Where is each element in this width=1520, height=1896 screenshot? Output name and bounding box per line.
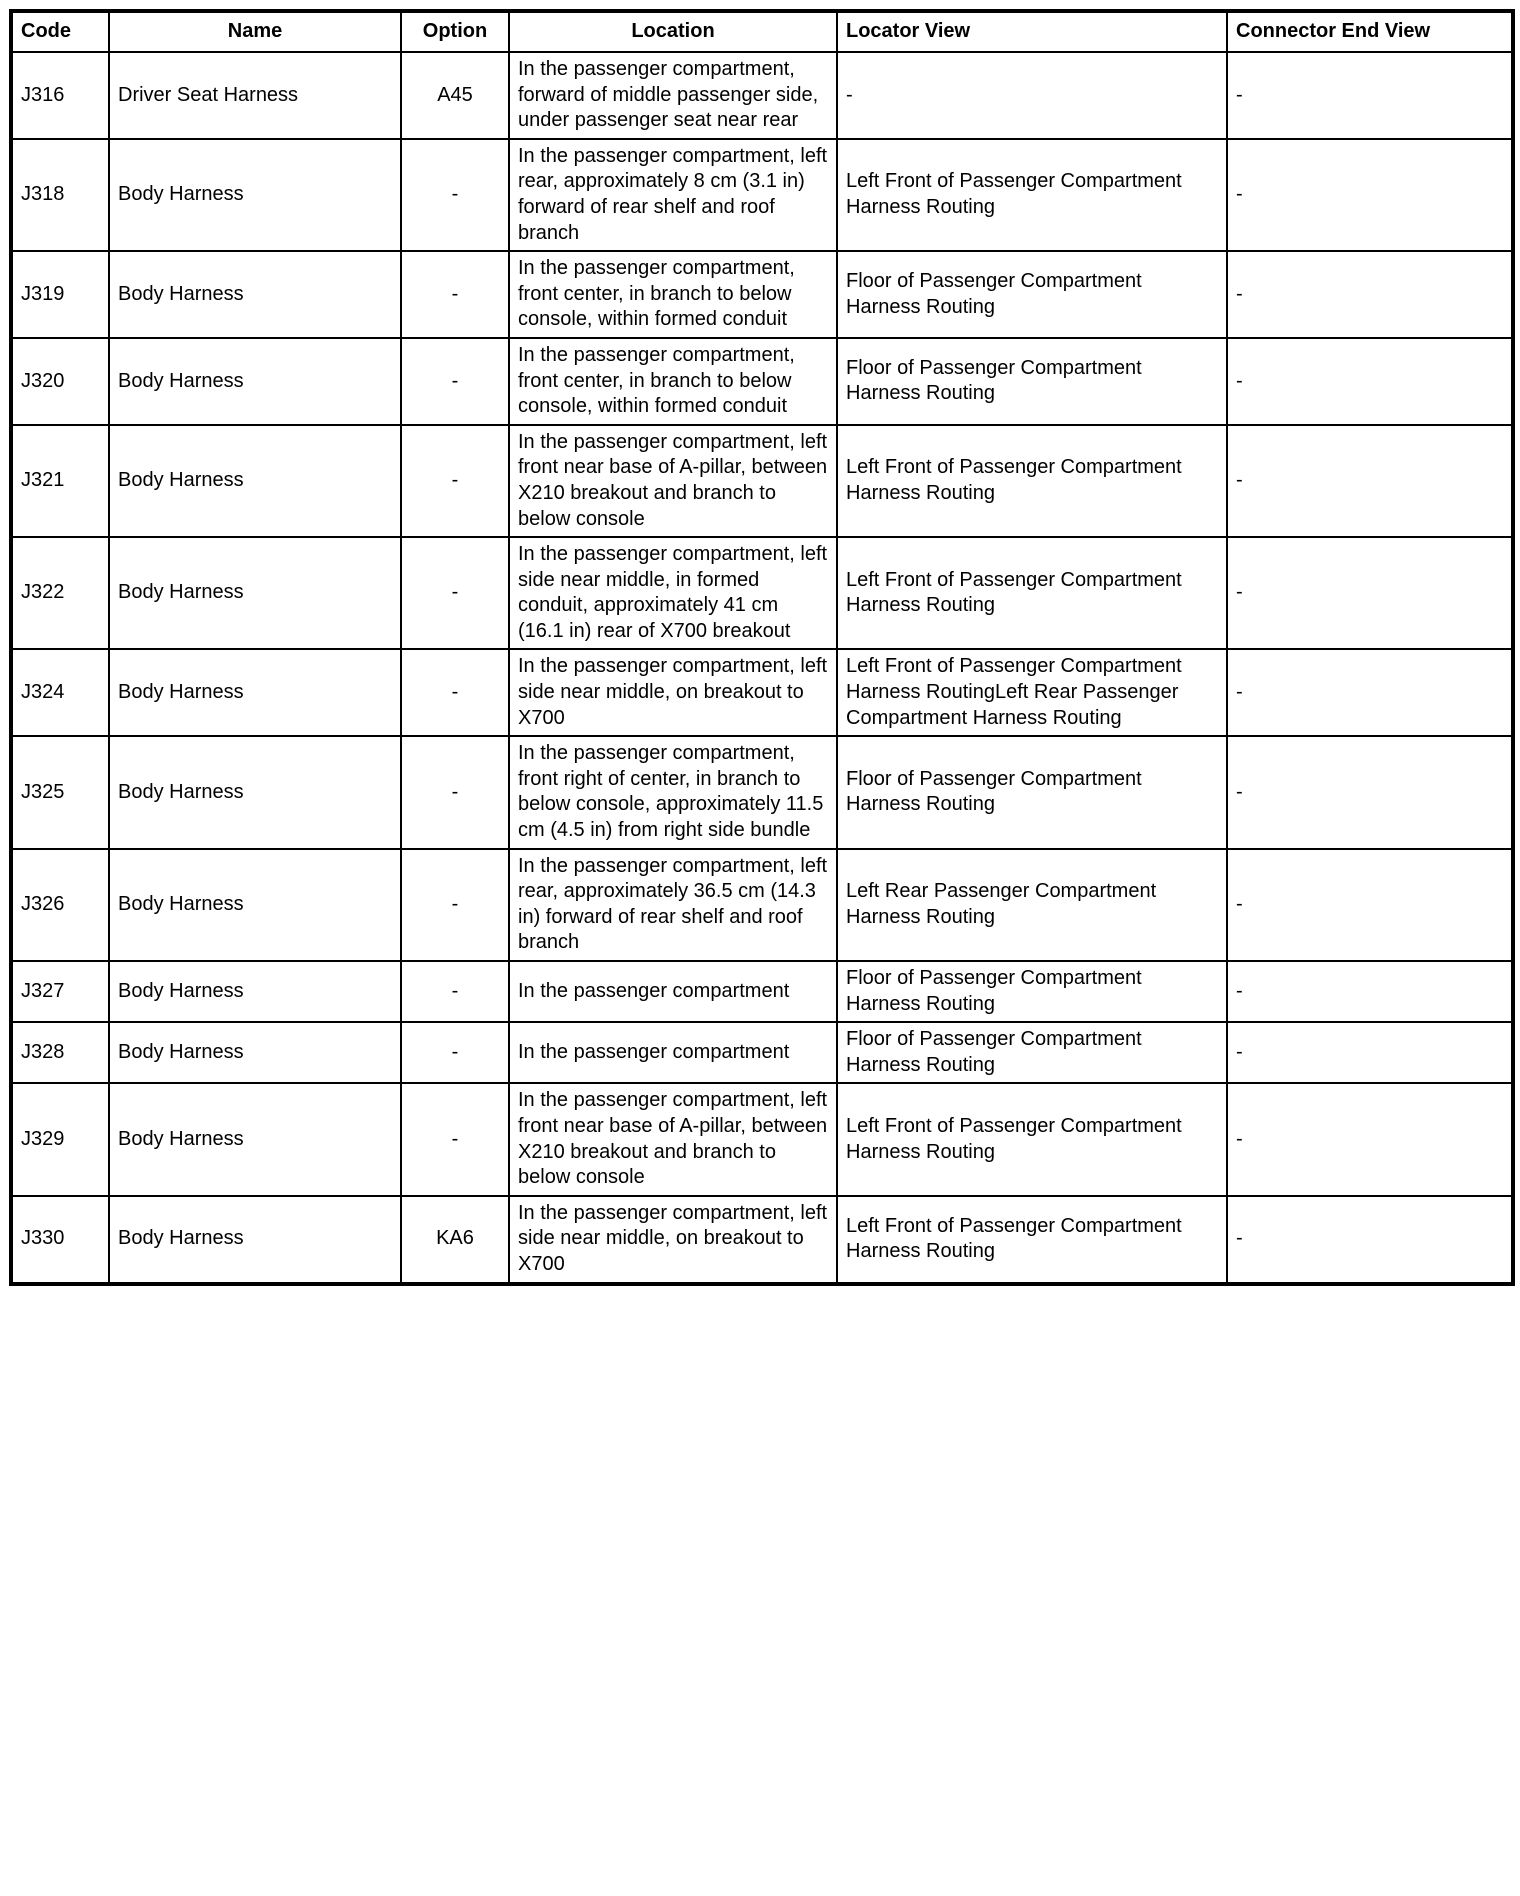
table-row (11, 251, 1513, 338)
table-row (11, 849, 1513, 961)
cell-locator_view: Left Front of Passenger Compartment Harness RoutingLeft Rear Passenger Compartment Harness Routing (837, 649, 1227, 736)
cell-option: - (401, 649, 509, 736)
cell-connector_end_view: - (1227, 736, 1513, 848)
cell-location: In the passenger compartment, front right of center, in branch to below console, approximately 11.5 cm (4.5 in) from right side bundle (509, 736, 837, 848)
table-row (11, 52, 1513, 139)
cell-location: In the passenger compartment, left front near base of A-pillar, between X210 breakout and branch to below console (509, 1083, 837, 1195)
cell-option: - (401, 1083, 509, 1195)
cell-option: - (401, 736, 509, 848)
cell-connector_end_view: - (1227, 425, 1513, 537)
cell-locator_view: Left Front of Passenger Compartment Harness Routing (837, 1083, 1227, 1195)
cell-location: In the passenger compartment, front center, in branch to below console, within formed conduit (509, 251, 837, 338)
cell-name: Body Harness (109, 1022, 401, 1083)
cell-name: Body Harness (109, 1196, 401, 1284)
cell-location: In the passenger compartment (509, 961, 837, 1022)
cell-connector_end_view: - (1227, 1196, 1513, 1284)
cell-name: Driver Seat Harness (109, 52, 401, 139)
table-row (11, 961, 1513, 1022)
column-header-locator_view: Locator View (837, 11, 1227, 52)
cell-connector_end_view: - (1227, 849, 1513, 961)
cell-name: Body Harness (109, 736, 401, 848)
cell-option: - (401, 849, 509, 961)
cell-name: Body Harness (109, 1083, 401, 1195)
cell-code: J318 (11, 139, 109, 251)
cell-option: - (401, 338, 509, 425)
cell-name: Body Harness (109, 425, 401, 537)
cell-locator_view: Left Front of Passenger Compartment Harness Routing (837, 139, 1227, 251)
cell-option: KA6 (401, 1196, 509, 1284)
cell-locator_view: Left Rear Passenger Compartment Harness Routing (837, 849, 1227, 961)
cell-connector_end_view: - (1227, 649, 1513, 736)
cell-code: J322 (11, 537, 109, 649)
table-row (11, 139, 1513, 251)
table-row (11, 425, 1513, 537)
cell-name: Body Harness (109, 649, 401, 736)
column-header-code: Code (11, 11, 109, 52)
cell-connector_end_view: - (1227, 52, 1513, 139)
cell-locator_view: - (837, 52, 1227, 139)
cell-code: J328 (11, 1022, 109, 1083)
cell-connector_end_view: - (1227, 338, 1513, 425)
cell-option: - (401, 961, 509, 1022)
cell-code: J320 (11, 338, 109, 425)
cell-locator_view: Left Front of Passenger Compartment Harness Routing (837, 425, 1227, 537)
cell-code: J316 (11, 52, 109, 139)
cell-connector_end_view: - (1227, 139, 1513, 251)
cell-option: - (401, 1022, 509, 1083)
cell-location: In the passenger compartment (509, 1022, 837, 1083)
cell-locator_view: Floor of Passenger Compartment Harness Routing (837, 251, 1227, 338)
cell-name: Body Harness (109, 251, 401, 338)
cell-code: J330 (11, 1196, 109, 1284)
cell-option: - (401, 251, 509, 338)
cell-locator_view: Left Front of Passenger Compartment Harness Routing (837, 1196, 1227, 1284)
table-row (11, 338, 1513, 425)
cell-option: - (401, 537, 509, 649)
cell-code: J325 (11, 736, 109, 848)
cell-location: In the passenger compartment, left side near middle, in formed conduit, approximately 41 cm (16.1 in) rear of X700 breakout (509, 537, 837, 649)
cell-option: A45 (401, 52, 509, 139)
cell-name: Body Harness (109, 338, 401, 425)
table-row (11, 1022, 1513, 1083)
cell-option: - (401, 425, 509, 537)
cell-location: In the passenger compartment, left rear, approximately 8 cm (3.1 in) forward of rear shelf and roof branch (509, 139, 837, 251)
cell-code: J319 (11, 251, 109, 338)
cell-connector_end_view: - (1227, 1083, 1513, 1195)
cell-location: In the passenger compartment, left side near middle, on breakout to X700 (509, 649, 837, 736)
cell-location: In the passenger compartment, forward of middle passenger side, under passenger seat near rear (509, 52, 837, 139)
cell-location: In the passenger compartment, left side near middle, on breakout to X700 (509, 1196, 837, 1284)
cell-connector_end_view: - (1227, 961, 1513, 1022)
cell-name: Body Harness (109, 537, 401, 649)
cell-location: In the passenger compartment, front center, in branch to below console, within formed conduit (509, 338, 837, 425)
cell-code: J327 (11, 961, 109, 1022)
column-header-location: Location (509, 11, 837, 52)
cell-option: - (401, 139, 509, 251)
cell-locator_view: Floor of Passenger Compartment Harness Routing (837, 736, 1227, 848)
cell-code: J324 (11, 649, 109, 736)
table-row (11, 649, 1513, 736)
cell-code: J321 (11, 425, 109, 537)
cell-code: J329 (11, 1083, 109, 1195)
cell-connector_end_view: - (1227, 251, 1513, 338)
cell-locator_view: Floor of Passenger Compartment Harness Routing (837, 961, 1227, 1022)
table-row (11, 1196, 1513, 1284)
column-header-option: Option (401, 11, 509, 52)
table-row (11, 736, 1513, 848)
cell-code: J326 (11, 849, 109, 961)
cell-name: Body Harness (109, 961, 401, 1022)
table-row (11, 537, 1513, 649)
column-header-connector_end_view: Connector End View (1227, 11, 1513, 52)
cell-locator_view: Floor of Passenger Compartment Harness Routing (837, 338, 1227, 425)
cell-locator_view: Floor of Passenger Compartment Harness Routing (837, 1022, 1227, 1083)
column-header-name: Name (109, 11, 401, 52)
cell-locator_view: Left Front of Passenger Compartment Harness Routing (837, 537, 1227, 649)
table-body (11, 52, 1513, 1284)
header-row (11, 11, 1513, 52)
connector-location-table (9, 9, 1515, 1286)
cell-connector_end_view: - (1227, 537, 1513, 649)
table-row (11, 1083, 1513, 1195)
cell-location: In the passenger compartment, left rear, approximately 36.5 cm (14.3 in) forward of rear shelf and roof branch (509, 849, 837, 961)
cell-name: Body Harness (109, 139, 401, 251)
cell-location: In the passenger compartment, left front near base of A-pillar, between X210 breakout and branch to below console (509, 425, 837, 537)
cell-connector_end_view: - (1227, 1022, 1513, 1083)
cell-name: Body Harness (109, 849, 401, 961)
